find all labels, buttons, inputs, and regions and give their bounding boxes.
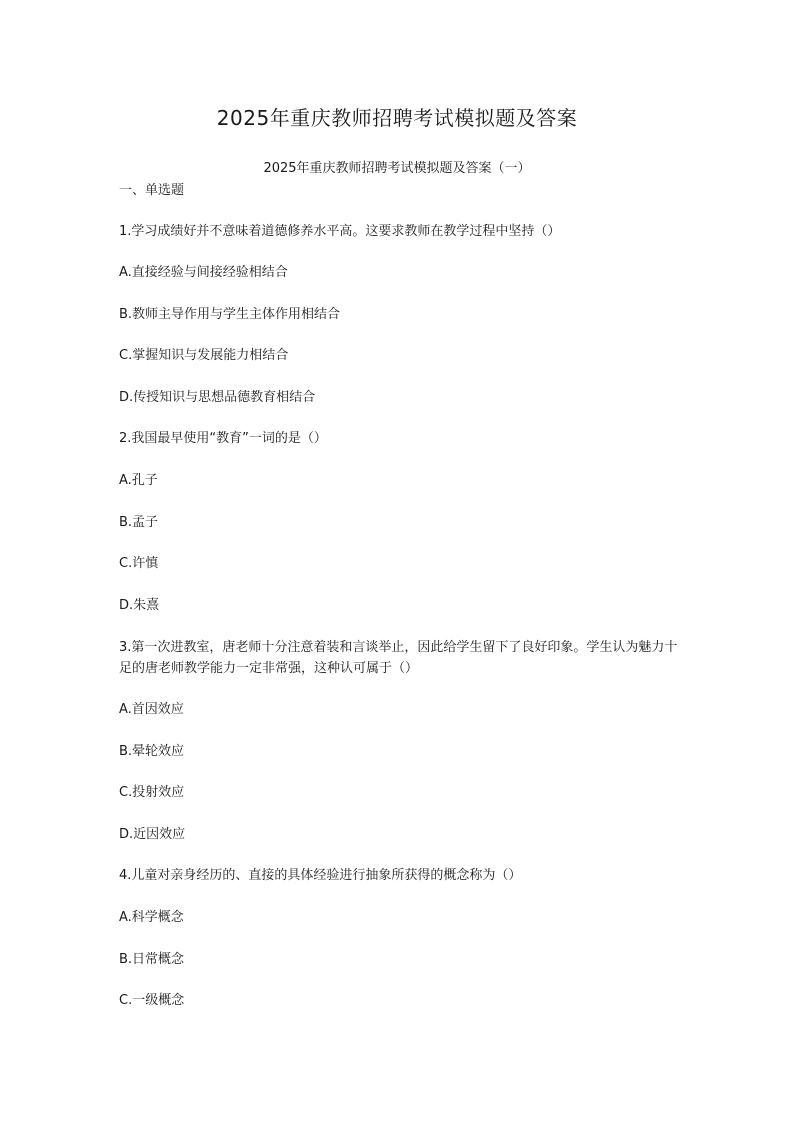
question-stem: 4.儿童对亲身经历的、直接的具体经验进行抽象所获得的概念称为（） <box>119 868 522 883</box>
question-stem: 1.学习成绩好并不意味着道德修养水平高。这要求教师在教学过程中坚持（） <box>119 224 561 239</box>
question-option: B.日常概念 <box>119 952 185 967</box>
question-option: A.首因效应 <box>119 702 184 717</box>
section-heading: 一、单选题 <box>119 183 185 198</box>
question-stem: 2.我国最早使用“教育”一词的是（） <box>119 431 327 446</box>
question-option: C.掌握知识与发展能力相结合 <box>119 348 289 363</box>
question-stem: 3.第一次进教室，唐老师十分注意着装和言谈举止，因此给学生留下了良好印象。学生认为魅力十足的唐老师教学能力一定非常强，这种认可属于（） <box>119 640 678 676</box>
question-option: C.一级概念 <box>119 993 185 1008</box>
question-option: A.科学概念 <box>119 910 184 925</box>
question-option: D.朱熹 <box>119 598 160 613</box>
document-title: 2025年重庆教师招聘考试模拟题及答案 <box>216 106 578 130</box>
question-option: A.孔子 <box>119 473 158 488</box>
question-option: B.晕轮效应 <box>119 744 185 759</box>
question-option: B.教师主导作用与学生主体作用相结合 <box>119 307 341 322</box>
question-option: D.传授知识与思想品德教育相结合 <box>119 390 316 405</box>
question-option: A.直接经验与间接经验相结合 <box>119 265 288 280</box>
question-option: B.孟子 <box>119 515 159 530</box>
question-option: C.许慎 <box>119 556 159 571</box>
question-option: C.投射效应 <box>119 785 185 800</box>
question-option: D.近因效应 <box>119 827 186 842</box>
document-subtitle: 2025年重庆教师招聘考试模拟题及答案（一） <box>263 161 531 176</box>
